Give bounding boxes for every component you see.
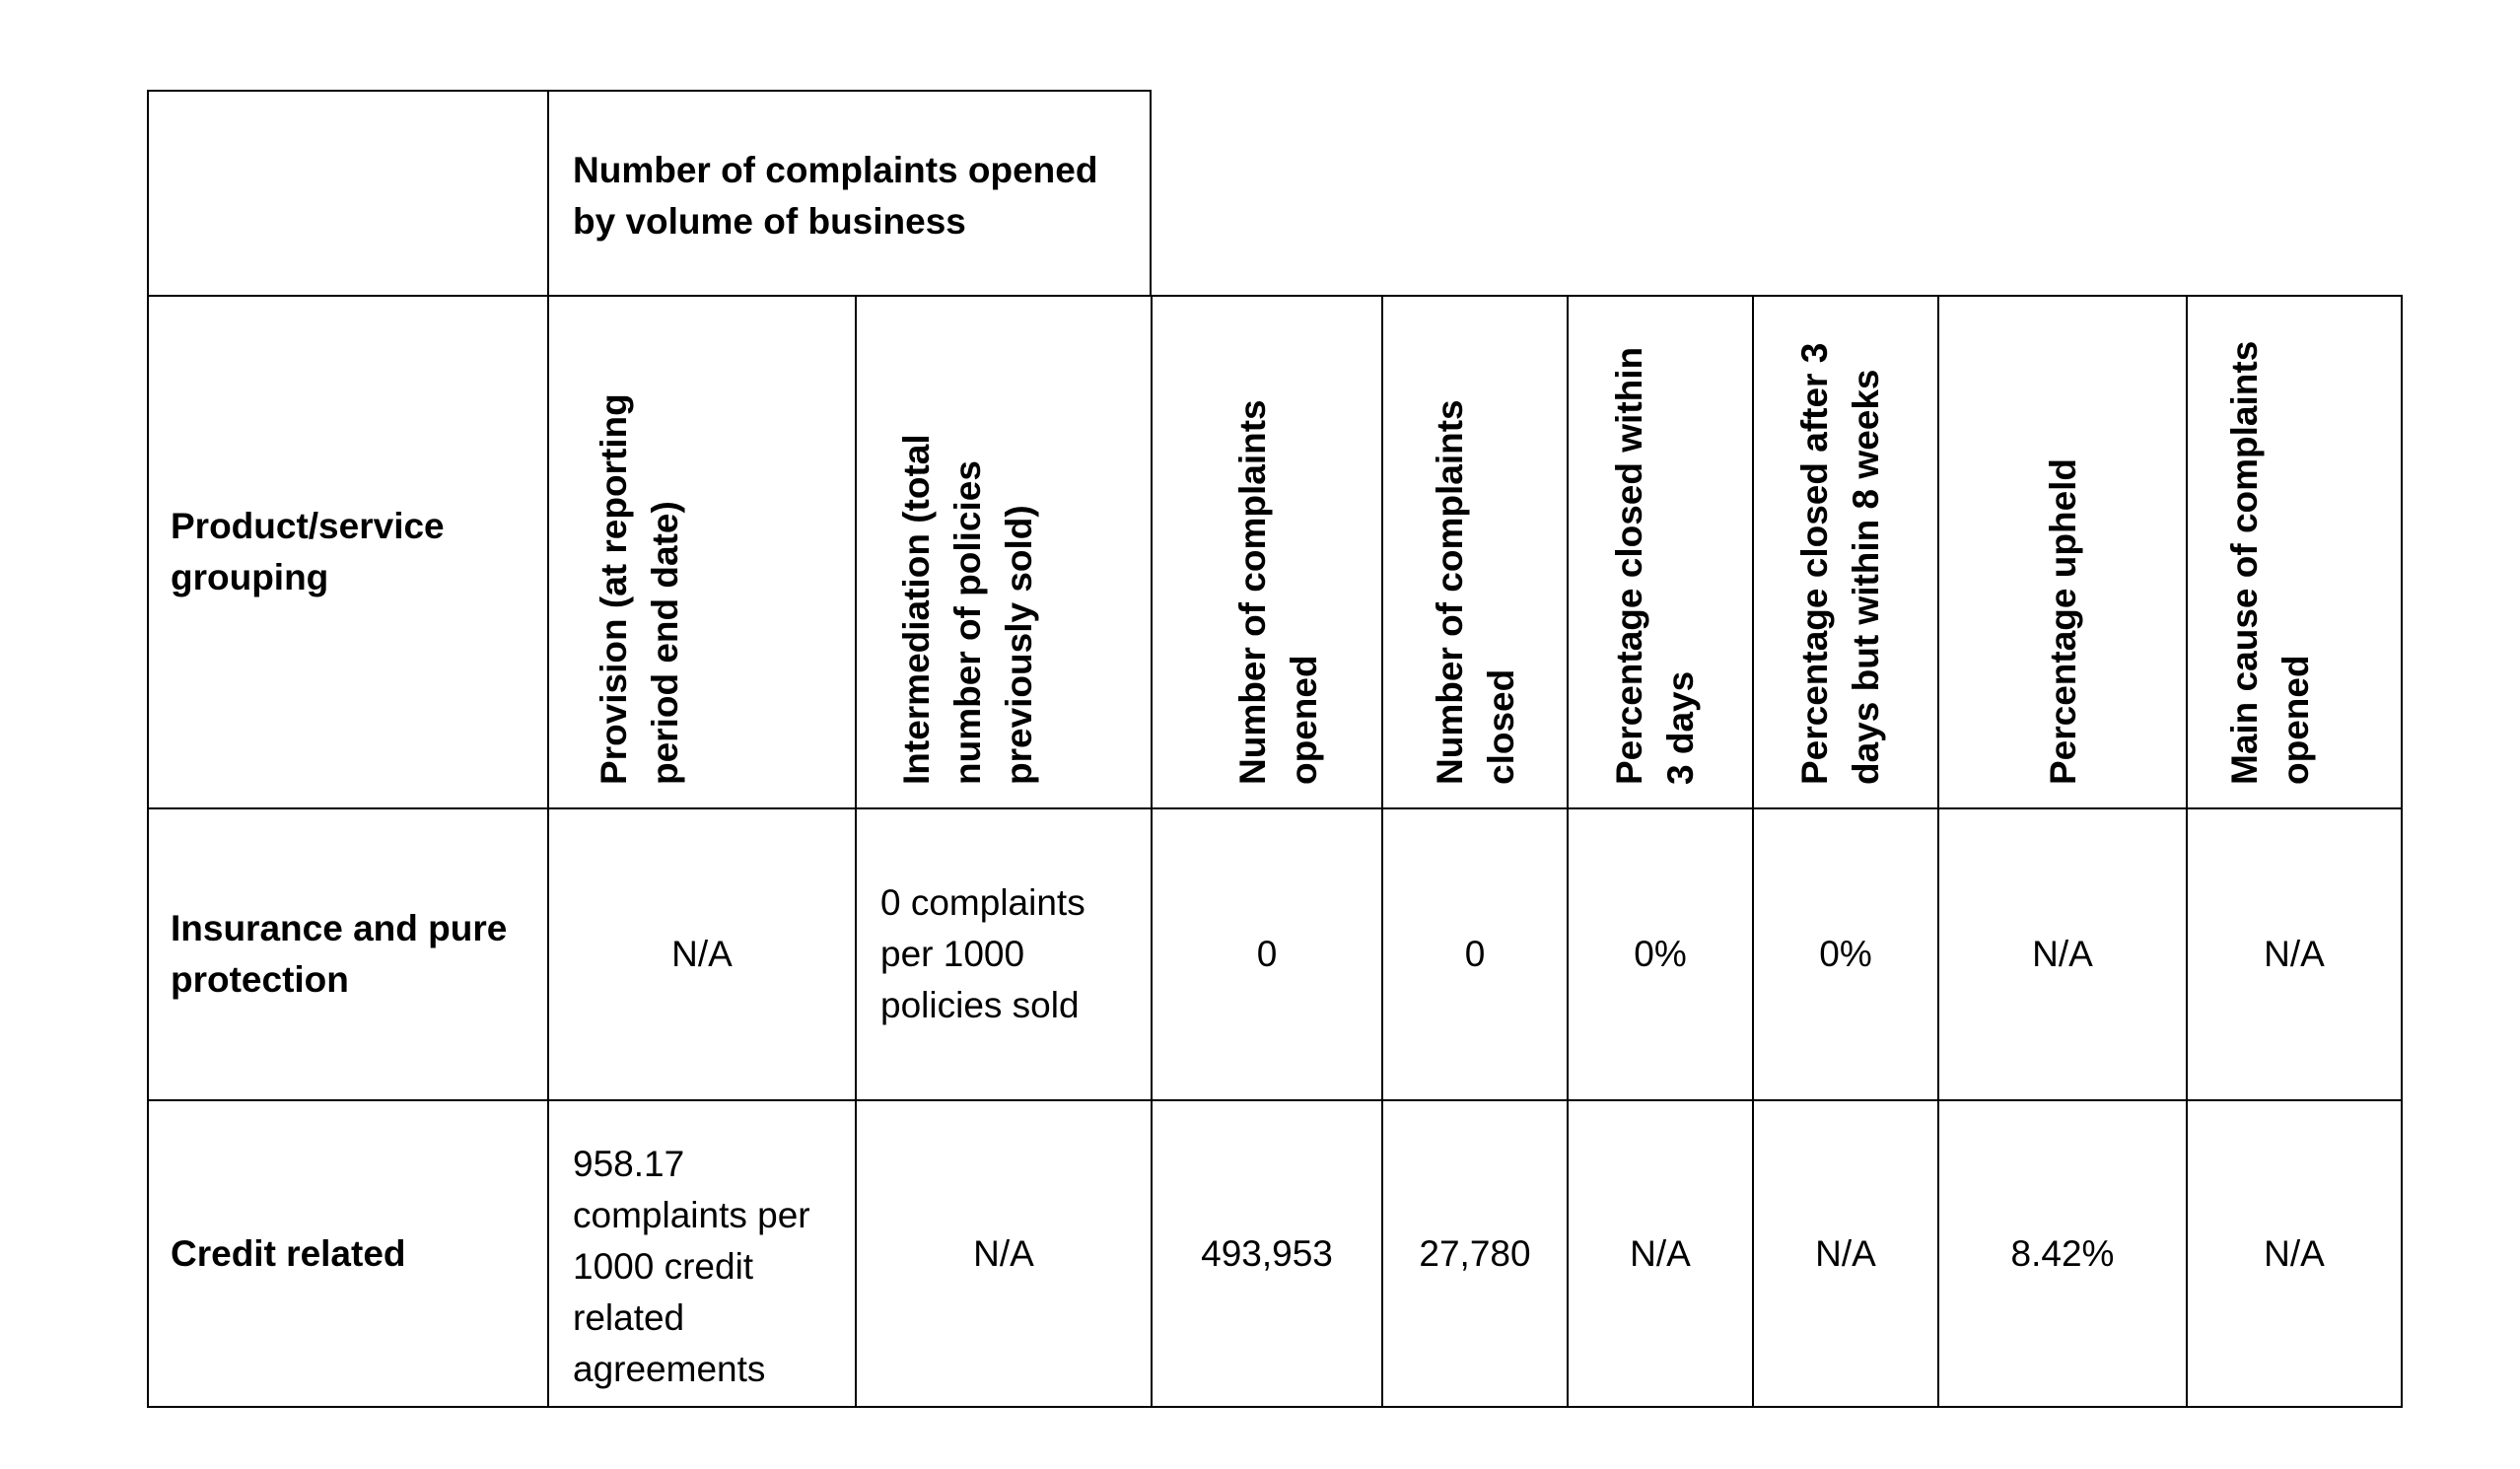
header-cause-text: Main cause of complaints opened bbox=[2224, 340, 2316, 785]
row1-upheld bbox=[1937, 807, 2188, 1101]
row1-upheld-text: N/A bbox=[2032, 934, 2093, 974]
row2-after3 bbox=[1752, 1099, 1939, 1408]
header-after3 bbox=[1752, 295, 1939, 809]
row1-provision bbox=[547, 807, 857, 1101]
row1-intermediation-text: 0 complaints per 1000 policies sold bbox=[880, 882, 1085, 1025]
header-within3-text: Percentage closed within 3 days bbox=[1609, 346, 1701, 785]
row1-within3 bbox=[1567, 807, 1754, 1101]
row1-grouping bbox=[147, 807, 549, 1101]
row1-opened bbox=[1151, 807, 1383, 1101]
header-after3-text: Percentage closed after 3 days but within 8 weeks bbox=[1794, 342, 1886, 785]
row2-closed-text: 27,780 bbox=[1419, 1232, 1531, 1274]
row2-within3 bbox=[1567, 1099, 1754, 1408]
row2-intermediation bbox=[855, 1099, 1153, 1408]
row2-cause-text: N/A bbox=[2264, 1232, 2325, 1274]
header-intermediation bbox=[855, 295, 1153, 809]
header-grouping bbox=[147, 295, 549, 809]
row1-after3 bbox=[1752, 807, 1939, 1101]
row2-provision bbox=[547, 1099, 857, 1408]
row2-grouping-text: Credit related bbox=[171, 1232, 406, 1274]
row1-intermediation bbox=[855, 807, 1153, 1101]
header-provision-text: Provision (at reporting period end date) bbox=[594, 393, 685, 785]
group-header-text: Number of complaints opened by volume of business bbox=[573, 150, 1098, 242]
header-upheld bbox=[1937, 295, 2188, 809]
row1-closed-text: 0 bbox=[1464, 934, 1486, 974]
row2-opened bbox=[1151, 1099, 1383, 1408]
header-within3 bbox=[1567, 295, 1754, 809]
header-grouping-text: Product/service grouping bbox=[171, 506, 445, 597]
row2-within3-text: N/A bbox=[1630, 1232, 1691, 1274]
header-intermediation-text: Intermediation (total number of policies previously sold) bbox=[896, 434, 1039, 785]
row2-opened-text: 493,953 bbox=[1201, 1232, 1333, 1274]
row1-after3-text: 0% bbox=[1819, 934, 1872, 974]
header-upheld-text: Percentage upheld bbox=[2043, 457, 2083, 785]
header-opened-text: Number of complaints opened bbox=[1232, 399, 1324, 785]
header-closed-text: Number of complaints closed bbox=[1430, 399, 1521, 785]
header-provision bbox=[547, 295, 857, 809]
row2-closed bbox=[1381, 1099, 1569, 1408]
row1-grouping-text: Insurance and pure protection bbox=[171, 908, 508, 1000]
row2-grouping bbox=[147, 1099, 549, 1408]
row2-provision-text: 958.17 complaints per 1000 credit related agreements bbox=[573, 1144, 810, 1389]
row1-closed bbox=[1381, 807, 1569, 1101]
header-cause bbox=[2186, 295, 2403, 809]
row1-cause bbox=[2186, 807, 2403, 1101]
header-opened bbox=[1151, 295, 1383, 809]
group-header-cell bbox=[547, 90, 1152, 297]
row2-upheld-text: 8.42% bbox=[2010, 1232, 2115, 1274]
header-closed bbox=[1381, 295, 1569, 809]
row2-upheld bbox=[1937, 1099, 2188, 1408]
blank-corner-cell bbox=[147, 90, 549, 297]
row2-intermediation-text: N/A bbox=[973, 1232, 1034, 1274]
row1-provision-text: N/A bbox=[671, 934, 733, 974]
row1-within3-text: 0% bbox=[1634, 934, 1687, 974]
row1-cause-text: N/A bbox=[2264, 934, 2325, 974]
row1-opened-text: 0 bbox=[1256, 934, 1278, 974]
row2-after3-text: N/A bbox=[1815, 1232, 1876, 1274]
row2-cause bbox=[2186, 1099, 2403, 1408]
